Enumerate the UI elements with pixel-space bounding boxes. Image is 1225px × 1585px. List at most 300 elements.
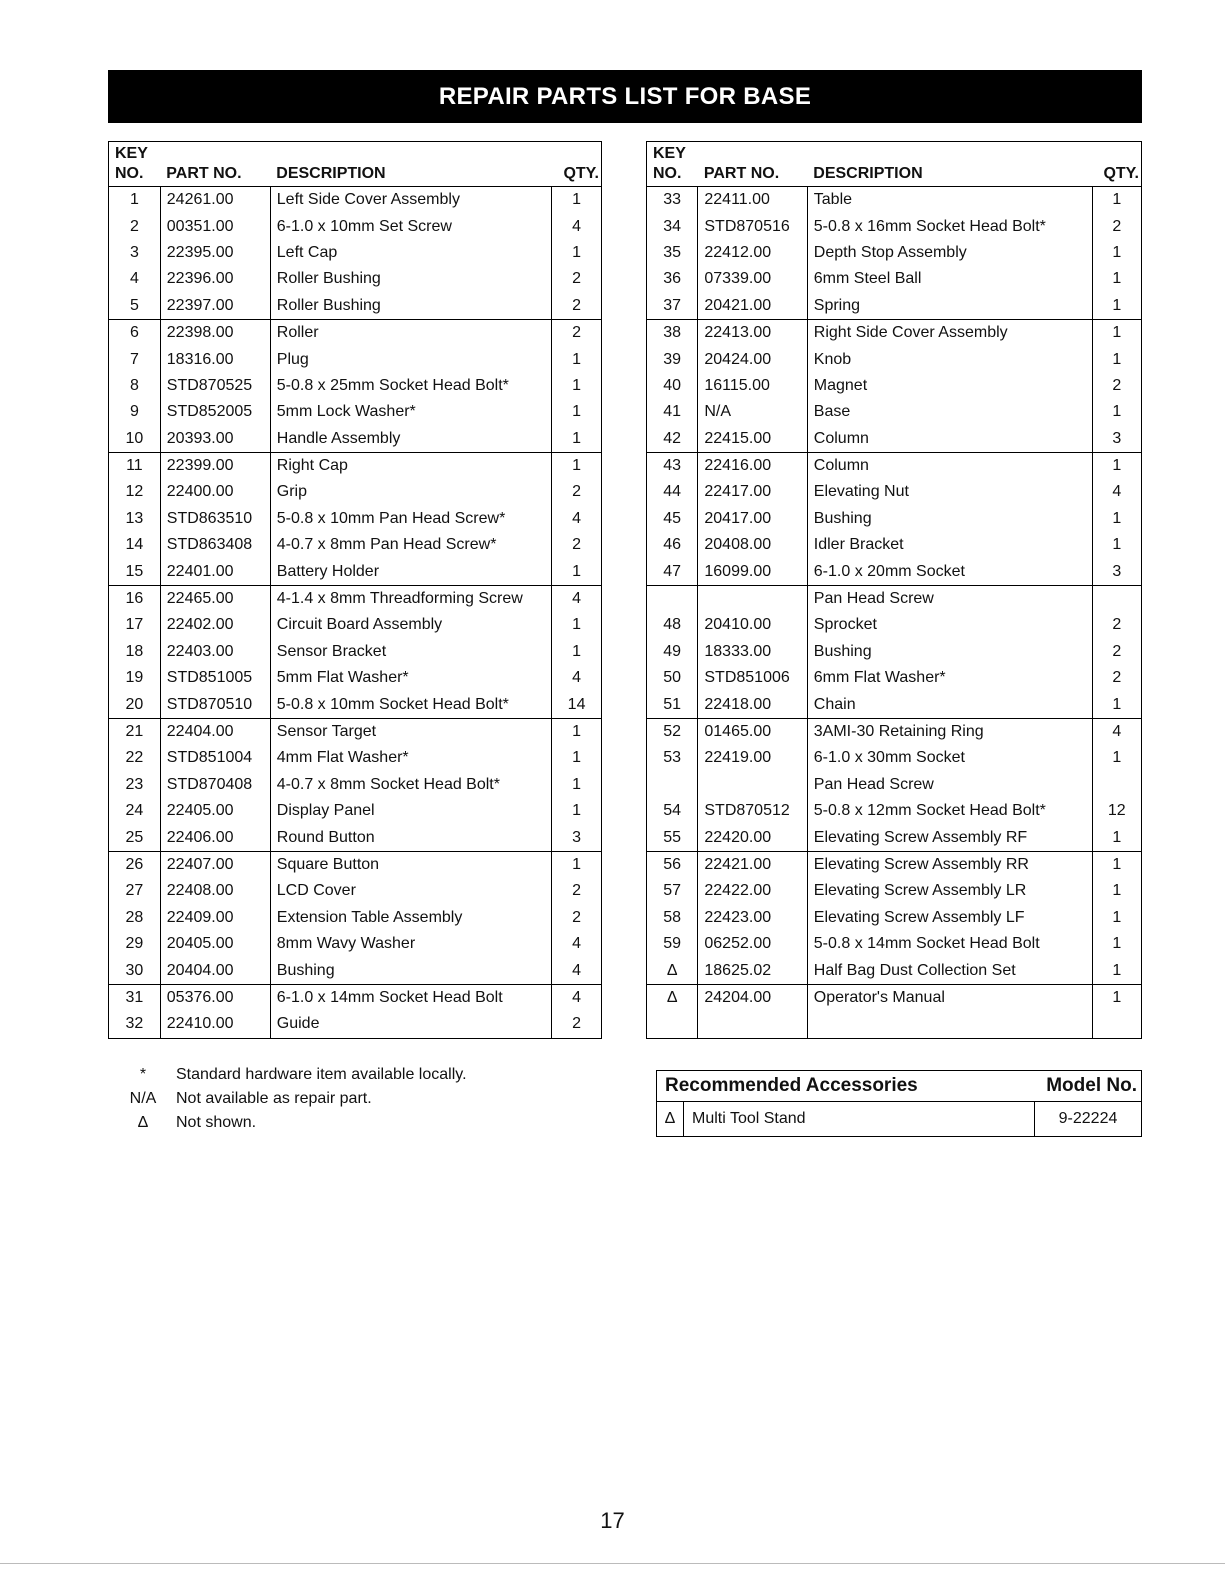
- description-cell: Elevating Screw Assembly RF: [807, 824, 1092, 851]
- page-title-banner: [108, 70, 1142, 123]
- part-no-cell: 22423.00: [698, 905, 807, 931]
- key-no-cell: [647, 772, 698, 798]
- qty-cell: 4: [552, 585, 602, 612]
- description-cell: Square Button: [270, 851, 551, 878]
- table-row: [647, 213, 1142, 239]
- part-no-cell: 01465.00: [698, 718, 807, 745]
- part-no-cell: 22415.00: [698, 426, 807, 453]
- qty-cell: 4: [1092, 718, 1141, 745]
- qty-cell: 1: [1092, 851, 1141, 878]
- description-cell: 6mm Steel Ball: [807, 266, 1092, 292]
- part-no-cell: N/A: [698, 399, 807, 425]
- table-row: [647, 957, 1142, 984]
- key-no-cell: 21: [109, 718, 161, 745]
- table-row: [109, 240, 602, 266]
- table-row: [647, 240, 1142, 266]
- qty-cell: 1: [552, 772, 602, 798]
- description-cell: Elevating Screw Assembly LR: [807, 878, 1092, 904]
- key-no-cell: 28: [125, 908, 144, 926]
- header-description: DESCRIPTION: [813, 165, 923, 182]
- accessories-table: [656, 1070, 1142, 1137]
- description-cell: Display Panel: [270, 798, 551, 824]
- qty-cell: 1: [1092, 878, 1141, 904]
- description-cell: Left Side Cover Assembly: [270, 187, 551, 214]
- description-cell: 5mm Flat Washer*: [270, 665, 551, 691]
- part-no-cell: 22406.00: [160, 824, 270, 851]
- table-row: [109, 585, 602, 612]
- part-no-cell: 22410.00: [160, 1011, 270, 1038]
- key-no-cell: 25: [125, 828, 144, 846]
- table-row: [109, 532, 602, 558]
- table-row: [109, 984, 602, 1011]
- description-cell: 5-0.8 x 14mm Socket Head Bolt: [807, 931, 1092, 957]
- table-header-row: [647, 142, 1142, 187]
- description-cell: Guide: [270, 1011, 551, 1038]
- part-no-cell: 20404.00: [160, 957, 270, 984]
- description-cell: Pan Head Screw: [807, 585, 1092, 612]
- key-no-cell: [647, 1011, 698, 1038]
- table-row: [109, 665, 602, 691]
- key-no-cell: 33: [663, 191, 682, 209]
- key-no-cell: 23: [125, 775, 144, 793]
- part-no-cell: 20421.00: [698, 293, 807, 320]
- table-row: [647, 984, 1142, 1011]
- key-no-cell: 56: [647, 851, 698, 878]
- part-no-cell: [698, 585, 807, 612]
- key-no-cell: 24: [125, 802, 144, 820]
- qty-cell: 2: [1092, 665, 1141, 691]
- part-no-cell: 18316.00: [160, 346, 270, 372]
- part-no-cell: 22404.00: [160, 718, 270, 745]
- qty-cell: 1: [1092, 957, 1141, 984]
- table-row: [109, 957, 602, 984]
- qty-cell: 1: [1092, 293, 1141, 320]
- key-no-cell: 12: [125, 483, 144, 501]
- description-cell: Sprocket: [807, 612, 1092, 638]
- table-row: [647, 293, 1142, 320]
- description-cell: Elevating Nut: [807, 479, 1092, 505]
- description-cell: 5-0.8 x 25mm Socket Head Bolt*: [270, 373, 551, 399]
- key-no-cell: 20: [125, 695, 144, 713]
- key-no-cell: 57: [663, 882, 682, 900]
- legend-text: Not available as repair part.: [176, 1090, 372, 1107]
- accessory-name: Multi Tool Stand: [692, 1110, 806, 1127]
- key-no-cell: 38: [647, 319, 698, 346]
- accessories-model-header: Model No.: [1035, 1071, 1142, 1102]
- table-row: [109, 452, 602, 479]
- key-no-cell: 13: [125, 509, 144, 527]
- qty-cell: 1: [552, 240, 602, 266]
- description-cell: 5-0.8 x 12mm Socket Head Bolt*: [807, 798, 1092, 824]
- qty-cell: 4: [552, 931, 602, 957]
- part-no-cell: 22421.00: [698, 851, 807, 878]
- key-no-cell: 22: [125, 749, 144, 767]
- qty-cell: 12: [1092, 798, 1141, 824]
- description-cell: 4-1.4 x 8mm Threadforming Screw: [270, 585, 551, 612]
- description-cell: Spring: [807, 293, 1092, 320]
- key-no-cell: 26: [109, 851, 161, 878]
- key-no-cell: 50: [663, 669, 682, 687]
- header-qty: QTY.: [563, 165, 599, 182]
- part-no-cell: 22401.00: [160, 558, 270, 585]
- description-cell: LCD Cover: [270, 878, 551, 904]
- page-number: 17: [600, 1508, 625, 1533]
- qty-cell: [1092, 772, 1141, 798]
- part-no-cell: [698, 1011, 807, 1038]
- part-no-cell: 20405.00: [160, 931, 270, 957]
- qty-cell: 2: [552, 479, 602, 505]
- key-no-cell: 36: [663, 270, 682, 288]
- table-row: [109, 426, 602, 453]
- key-no-cell: 35: [663, 243, 682, 261]
- legend: [110, 1063, 467, 1135]
- part-no-cell: STD870516: [698, 213, 807, 239]
- qty-cell: 1: [1092, 346, 1141, 372]
- table-row: [647, 798, 1142, 824]
- footer-divider: [0, 1563, 1225, 1564]
- part-no-cell: 22412.00: [698, 240, 807, 266]
- description-cell: 4-0.7 x 8mm Socket Head Bolt*: [270, 772, 551, 798]
- qty-cell: 1: [1092, 691, 1141, 718]
- description-cell: 3AMI-30 Retaining Ring: [807, 718, 1092, 745]
- table-row: [647, 878, 1142, 904]
- qty-cell: 14: [552, 691, 602, 718]
- key-no-cell: 14: [125, 536, 144, 554]
- key-no-cell: 18: [125, 642, 144, 660]
- part-no-cell: 22407.00: [160, 851, 270, 878]
- table-row: [109, 293, 602, 320]
- key-no-cell: 32: [125, 1015, 144, 1033]
- qty-cell: 1: [552, 745, 602, 771]
- part-no-cell: 22416.00: [698, 452, 807, 479]
- table-row: [647, 373, 1142, 399]
- key-no-cell: 47: [663, 562, 682, 580]
- description-cell: 6-1.0 x 10mm Set Screw: [270, 213, 551, 239]
- part-no-cell: 22398.00: [160, 319, 270, 346]
- qty-cell: 1: [552, 452, 602, 479]
- description-cell: Round Button: [270, 824, 551, 851]
- table-row: [647, 558, 1142, 585]
- description-cell: Sensor Bracket: [270, 639, 551, 665]
- qty-cell: 1: [1092, 532, 1141, 558]
- table-row: [647, 532, 1142, 558]
- description-cell: 6-1.0 x 30mm Socket: [807, 745, 1092, 771]
- description-cell: Right Cap: [270, 452, 551, 479]
- table-row: [647, 931, 1142, 957]
- qty-cell: 1: [552, 612, 602, 638]
- table-row: [647, 426, 1142, 453]
- part-no-cell: 22417.00: [698, 479, 807, 505]
- table-row: [647, 452, 1142, 479]
- qty-cell: 1: [1092, 266, 1141, 292]
- table-row: [109, 851, 602, 878]
- qty-cell: 1: [552, 187, 602, 214]
- table-row: [109, 319, 602, 346]
- table-row: [109, 772, 602, 798]
- key-no-cell: 31: [109, 984, 161, 1011]
- accessory-symbol: Δ: [657, 1102, 684, 1137]
- table-row: [647, 346, 1142, 372]
- description-cell: Column: [807, 452, 1092, 479]
- description-cell: Elevating Screw Assembly RR: [807, 851, 1092, 878]
- part-no-cell: 22411.00: [698, 187, 807, 214]
- description-cell: Extension Table Assembly: [270, 905, 551, 931]
- description-cell: Roller Bushing: [270, 266, 551, 292]
- key-no-cell: 41: [663, 403, 682, 421]
- key-no-cell: 29: [125, 935, 144, 953]
- description-cell: Base: [807, 399, 1092, 425]
- description-cell: Operator's Manual: [807, 984, 1092, 1011]
- accessory-model: 9-22224: [1035, 1102, 1142, 1137]
- qty-cell: 3: [552, 824, 602, 851]
- table-row: [647, 691, 1142, 718]
- part-no-cell: 22419.00: [698, 745, 807, 771]
- key-no-cell: 6: [109, 319, 161, 346]
- description-cell: Chain: [807, 691, 1092, 718]
- part-no-cell: 22413.00: [698, 319, 807, 346]
- part-no-cell: 00351.00: [160, 213, 270, 239]
- description-cell: 6-1.0 x 14mm Socket Head Bolt: [270, 984, 551, 1011]
- key-no-cell: 39: [663, 350, 682, 368]
- description-cell: Bushing: [807, 506, 1092, 532]
- qty-cell: [1092, 1011, 1141, 1038]
- qty-cell: 2: [552, 905, 602, 931]
- table-row: [647, 745, 1142, 771]
- part-no-cell: STD870510: [160, 691, 270, 718]
- key-no-cell: 40: [663, 376, 682, 394]
- legend-text: Standard hardware item available locally.: [176, 1066, 467, 1083]
- key-no-cell: 52: [647, 718, 698, 745]
- part-no-cell: STD870408: [160, 772, 270, 798]
- legend-item: [110, 1111, 467, 1135]
- legend-symbol: N/A: [129, 1090, 157, 1107]
- table-row: [109, 1011, 602, 1038]
- part-no-cell: 20417.00: [698, 506, 807, 532]
- description-cell: Bushing: [807, 639, 1092, 665]
- key-no-cell: 43: [647, 452, 698, 479]
- part-no-cell: 22409.00: [160, 905, 270, 931]
- page-title: REPAIR PARTS LIST FOR BASE: [438, 82, 812, 110]
- part-no-cell: 22422.00: [698, 878, 807, 904]
- part-no-cell: STD851006: [698, 665, 807, 691]
- legend-item: [110, 1087, 467, 1111]
- accessories-header-row: [657, 1071, 1142, 1102]
- description-cell: Column: [807, 426, 1092, 453]
- qty-cell: 4: [552, 213, 602, 239]
- description-cell: Depth Stop Assembly: [807, 240, 1092, 266]
- key-no-cell: 5: [129, 296, 139, 314]
- key-no-cell: 9: [129, 403, 139, 421]
- key-no-cell: 4: [129, 270, 139, 288]
- table-row: [109, 373, 602, 399]
- description-cell: 4-0.7 x 8mm Pan Head Screw*: [270, 532, 551, 558]
- key-no-cell: 53: [663, 749, 682, 767]
- part-no-cell: 22408.00: [160, 878, 270, 904]
- key-no-cell: 16: [109, 585, 161, 612]
- qty-cell: 1: [1092, 187, 1141, 214]
- qty-cell: 1: [1092, 824, 1141, 851]
- part-no-cell: STD870525: [160, 373, 270, 399]
- legend-symbol: *: [139, 1066, 147, 1083]
- part-no-cell: 07339.00: [698, 266, 807, 292]
- part-no-cell: 22397.00: [160, 293, 270, 320]
- description-cell: 4mm Flat Washer*: [270, 745, 551, 771]
- key-no-cell: 58: [663, 908, 682, 926]
- qty-cell: 1: [1092, 931, 1141, 957]
- table-row: [109, 745, 602, 771]
- description-cell: Circuit Board Assembly: [270, 612, 551, 638]
- table-row: [109, 266, 602, 292]
- table-row: [647, 266, 1142, 292]
- qty-cell: 4: [552, 506, 602, 532]
- description-cell: 6mm Flat Washer*: [807, 665, 1092, 691]
- key-no-cell: 54: [663, 802, 682, 820]
- description-cell: 5mm Lock Washer*: [270, 399, 551, 425]
- table-row: [647, 824, 1142, 851]
- part-no-cell: STD863408: [160, 532, 270, 558]
- part-no-cell: 16115.00: [698, 373, 807, 399]
- key-no-cell: Δ: [666, 961, 678, 979]
- key-no-cell: [647, 585, 698, 612]
- header-description: DESCRIPTION: [276, 165, 386, 182]
- qty-cell: 2: [552, 266, 602, 292]
- key-no-cell: 1: [129, 191, 139, 209]
- table-row: [109, 187, 602, 214]
- description-cell: Pan Head Screw: [807, 772, 1092, 798]
- qty-cell: 1: [552, 373, 602, 399]
- description-cell: Battery Holder: [270, 558, 551, 585]
- table-row: [109, 798, 602, 824]
- part-no-cell: 22402.00: [160, 612, 270, 638]
- table-row: [647, 479, 1142, 505]
- key-no-cell: 55: [663, 828, 682, 846]
- key-no-cell: 15: [125, 562, 144, 580]
- part-no-cell: STD851004: [160, 745, 270, 771]
- part-no-cell: 24204.00: [698, 984, 807, 1011]
- qty-cell: 4: [1092, 479, 1141, 505]
- table-row: [647, 665, 1142, 691]
- part-no-cell: 18625.02: [698, 957, 807, 984]
- key-no-cell: 59: [663, 935, 682, 953]
- description-cell: Bushing: [270, 957, 551, 984]
- table-row: [109, 612, 602, 638]
- header-qty: QTY.: [1103, 165, 1139, 182]
- description-cell: Elevating Screw Assembly LF: [807, 905, 1092, 931]
- key-no-cell: Δ: [647, 984, 698, 1011]
- description-cell: 5-0.8 x 10mm Socket Head Bolt*: [270, 691, 551, 718]
- description-cell: 6-1.0 x 20mm Socket: [807, 558, 1092, 585]
- part-no-cell: 20424.00: [698, 346, 807, 372]
- table-row: [647, 639, 1142, 665]
- qty-cell: 2: [552, 1011, 602, 1038]
- table-row: [109, 506, 602, 532]
- qty-cell: 1: [1092, 240, 1141, 266]
- description-cell: 8mm Wavy Washer: [270, 931, 551, 957]
- qty-cell: 2: [1092, 612, 1141, 638]
- key-no-cell: 8: [129, 376, 139, 394]
- key-no-cell: 17: [125, 616, 144, 634]
- qty-cell: 1: [552, 798, 602, 824]
- legend-text: Not shown.: [176, 1114, 257, 1131]
- table-row: [109, 399, 602, 425]
- header-part-no: PART NO.: [166, 165, 242, 182]
- accessory-row: [657, 1102, 1142, 1137]
- description-cell: Left Cap: [270, 240, 551, 266]
- table-row: [109, 346, 602, 372]
- table-row: [647, 187, 1142, 214]
- qty-cell: 2: [552, 293, 602, 320]
- table-row: [647, 1011, 1142, 1038]
- key-no-cell: 19: [125, 669, 144, 687]
- part-no-cell: 05376.00: [160, 984, 270, 1011]
- qty-cell: 1: [552, 558, 602, 585]
- table-row: [109, 718, 602, 745]
- key-no-cell: 48: [663, 616, 682, 634]
- legend-item: [110, 1063, 467, 1087]
- key-no-cell: 51: [663, 695, 682, 713]
- qty-cell: 1: [552, 399, 602, 425]
- part-no-cell: 22420.00: [698, 824, 807, 851]
- qty-cell: 3: [1092, 558, 1141, 585]
- part-no-cell: 22403.00: [160, 639, 270, 665]
- qty-cell: 4: [552, 984, 602, 1011]
- qty-cell: 4: [552, 665, 602, 691]
- description-cell: Plug: [270, 346, 551, 372]
- description-cell: 5-0.8 x 16mm Socket Head Bolt*: [807, 213, 1092, 239]
- description-cell: Knob: [807, 346, 1092, 372]
- part-no-cell: STD852005: [160, 399, 270, 425]
- qty-cell: 1: [552, 639, 602, 665]
- part-no-cell: STD863510: [160, 506, 270, 532]
- part-no-cell: 22395.00: [160, 240, 270, 266]
- qty-cell: 1: [552, 718, 602, 745]
- key-no-cell: 27: [125, 882, 144, 900]
- part-no-cell: 22396.00: [160, 266, 270, 292]
- header-part-no: PART NO.: [703, 165, 780, 182]
- key-no-cell: 42: [663, 429, 682, 447]
- table-row: [109, 905, 602, 931]
- key-no-cell: 46: [663, 536, 682, 554]
- key-no-cell: 10: [125, 429, 144, 447]
- part-no-cell: 24261.00: [160, 187, 270, 214]
- table-header-row: [109, 142, 602, 187]
- description-cell: Half Bag Dust Collection Set: [807, 957, 1092, 984]
- table-row: [109, 824, 602, 851]
- header-key-no: KEY NO.: [115, 145, 148, 182]
- qty-cell: 1: [552, 426, 602, 453]
- qty-cell: 1: [552, 851, 602, 878]
- table-row: [647, 612, 1142, 638]
- legend-symbol: Δ: [137, 1114, 149, 1131]
- table-row: [647, 905, 1142, 931]
- key-no-cell: 44: [663, 483, 682, 501]
- description-cell: Sensor Target: [270, 718, 551, 745]
- table-row: [647, 585, 1142, 612]
- qty-cell: 2: [1092, 639, 1141, 665]
- key-no-cell: 2: [129, 217, 139, 235]
- qty-cell: 1: [1092, 506, 1141, 532]
- table-row: [109, 213, 602, 239]
- table-row: [109, 878, 602, 904]
- table-row: [647, 319, 1142, 346]
- part-no-cell: 20393.00: [160, 426, 270, 453]
- key-no-cell: 34: [663, 217, 682, 235]
- part-no-cell: 22405.00: [160, 798, 270, 824]
- qty-cell: 1: [1092, 745, 1141, 771]
- key-no-cell: 7: [129, 350, 139, 368]
- part-no-cell: STD870512: [698, 798, 807, 824]
- key-no-cell: 49: [663, 642, 682, 660]
